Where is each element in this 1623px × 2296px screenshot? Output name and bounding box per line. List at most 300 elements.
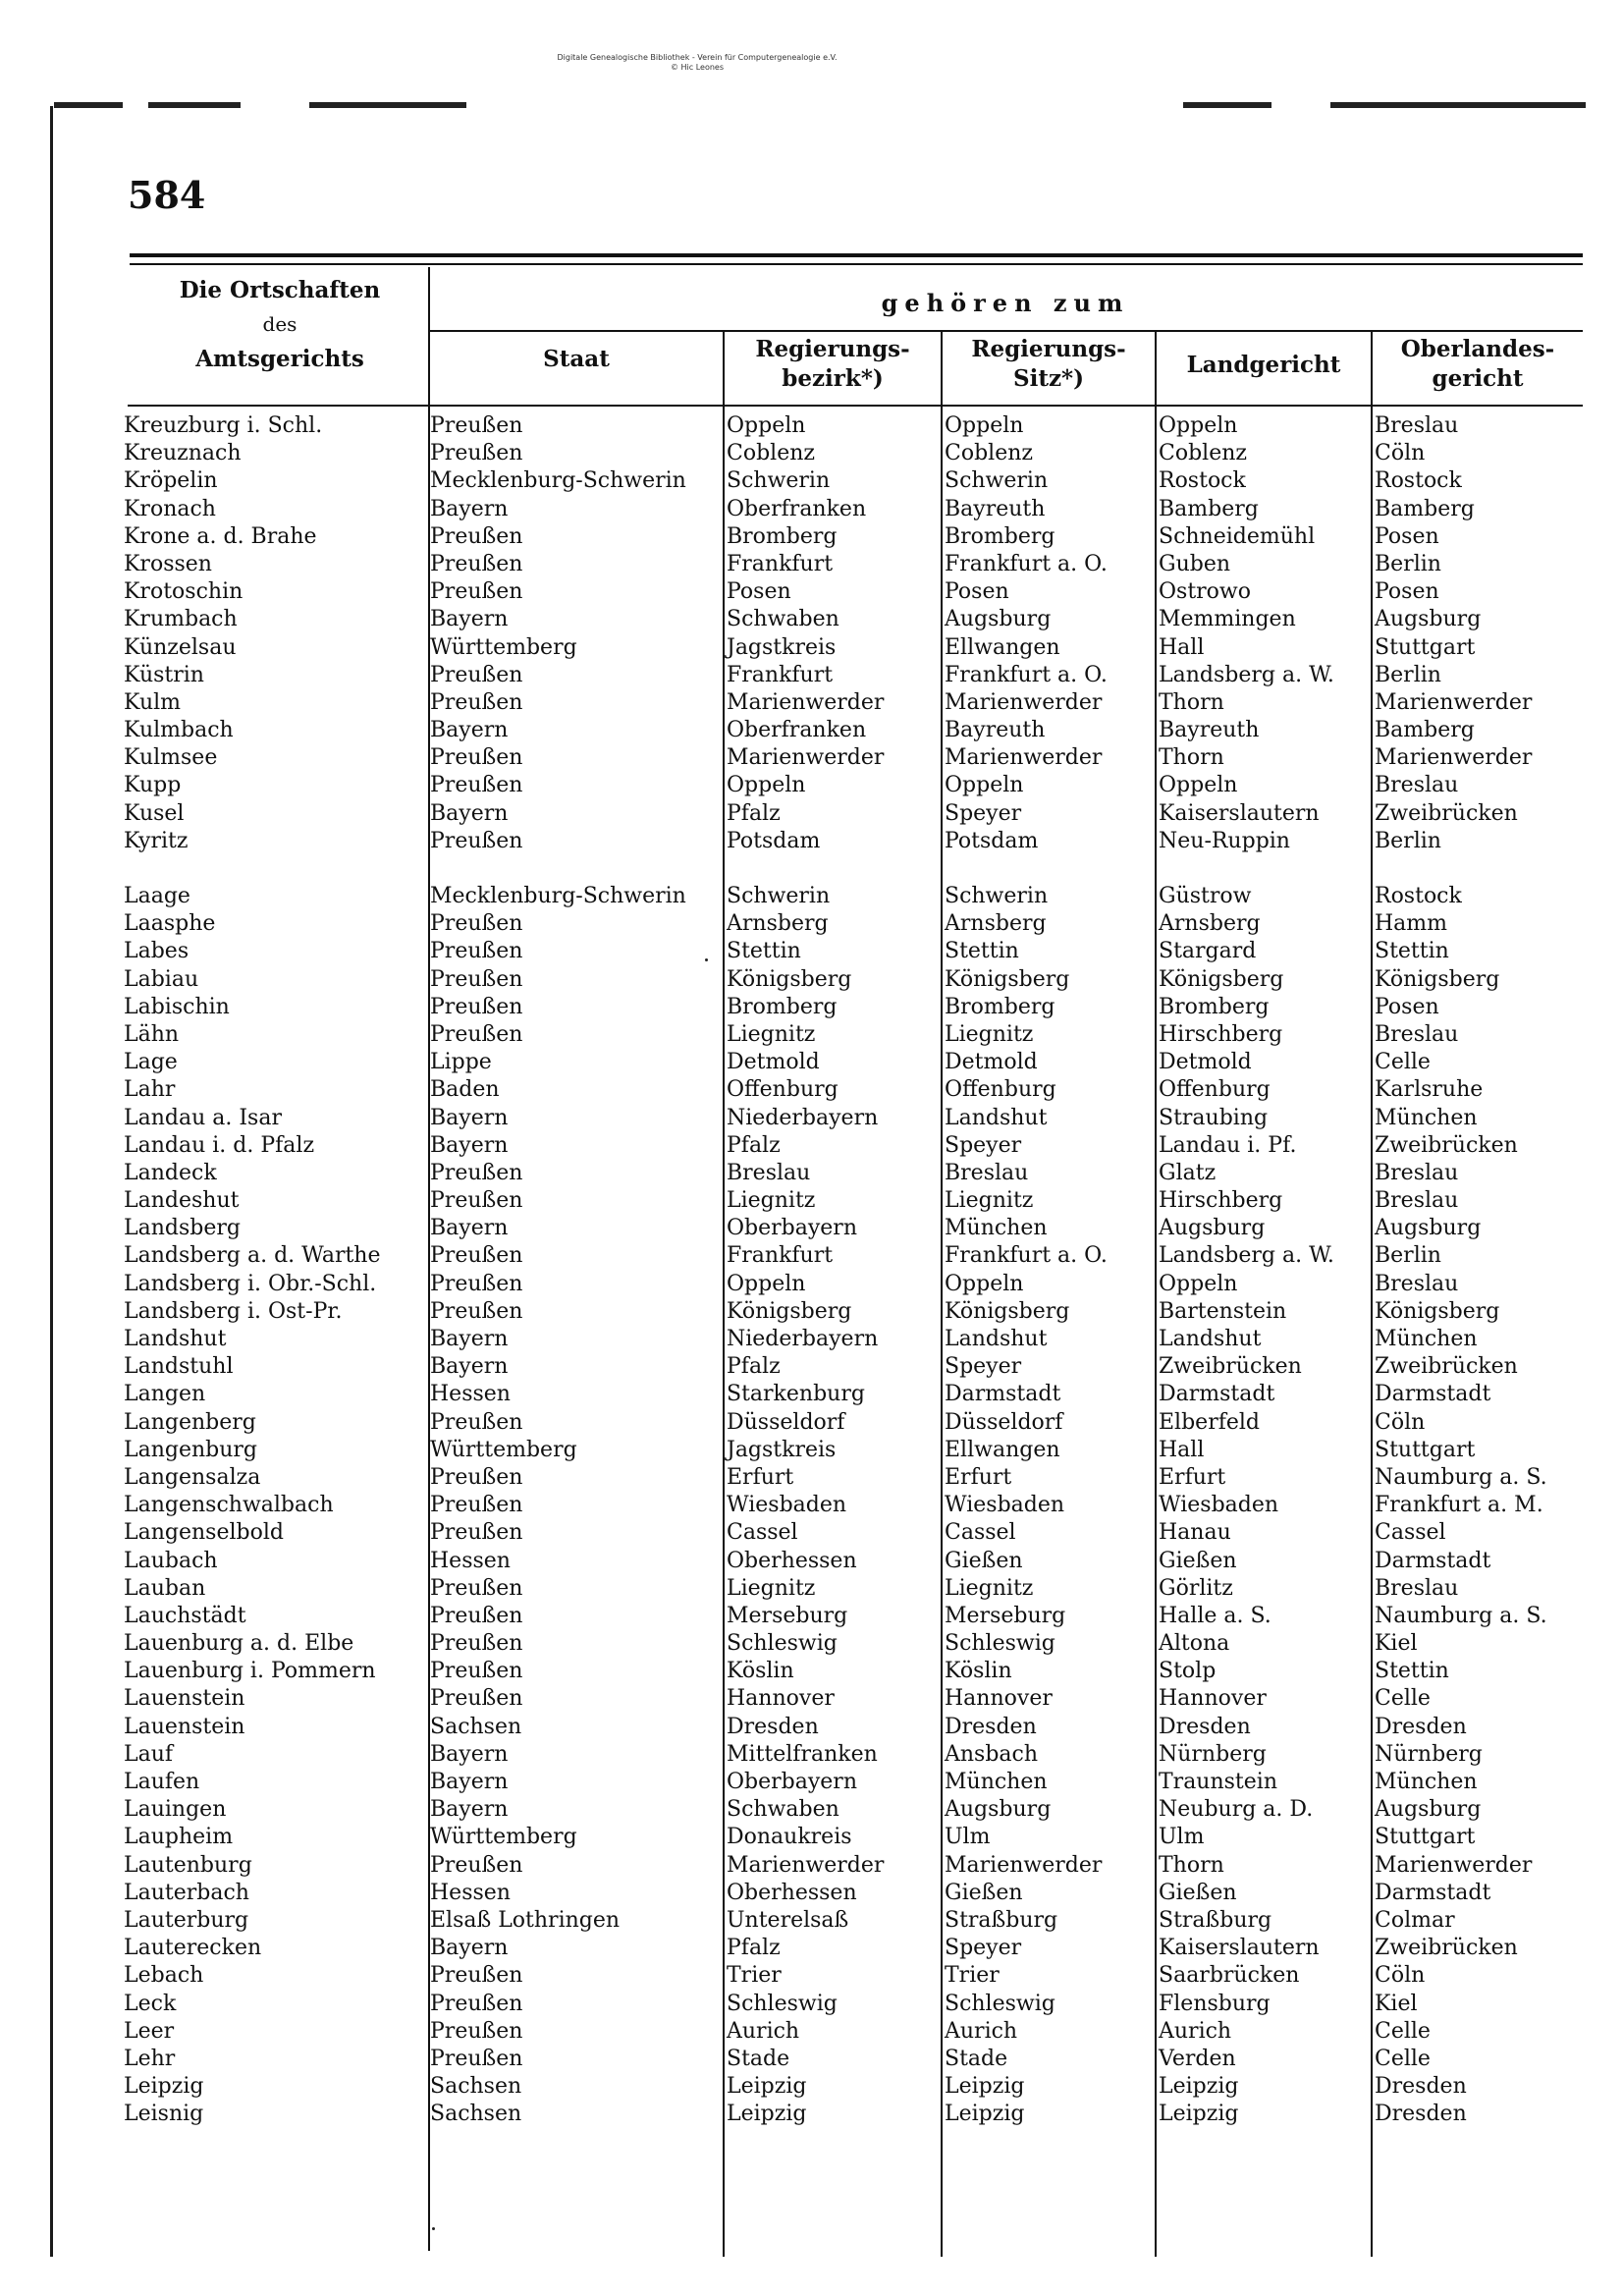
watermark-line-1: Digitale Genealogische Bibliothek - Verein für Computergenealogie e.V.	[557, 53, 838, 62]
landgericht-cell: Glatz	[1159, 1160, 1217, 1185]
oberlandesgericht-cell: Posen	[1375, 523, 1439, 549]
regierungssitz-cell: Posen	[945, 579, 1009, 605]
regierungssitz-cell: Schwerin	[945, 884, 1049, 908]
place-cell: Lehr	[124, 2046, 176, 2071]
place-cell: Lage	[124, 1050, 178, 1075]
regierungsbezirk-cell: Oberbayern	[727, 1770, 857, 1794]
regierungsbezirk-cell: Trier	[727, 1963, 782, 1989]
landgericht-cell: Arnsberg	[1159, 911, 1261, 937]
landgericht-cell: Landshut	[1159, 1327, 1262, 1351]
regierungsbezirk-cell: Jagstkreis	[727, 1437, 837, 1462]
regierungsbezirk-cell: Pfalz	[727, 1936, 781, 1961]
place-cell: Landau a. Isar	[124, 1105, 282, 1130]
landgericht-cell: Hanau	[1159, 1520, 1231, 1546]
landgericht-cell: Bamberg	[1159, 496, 1259, 521]
oberlandesgericht-cell: Celle	[1375, 1686, 1431, 1712]
regierungsbezirk-cell: Oberhessen	[727, 1548, 857, 1573]
place-cell: Lauban	[124, 1575, 206, 1601]
oberlandesgericht-cell: Hamm	[1375, 911, 1448, 937]
staat-cell: Preußen	[430, 1021, 523, 1047]
regierungsbezirk-cell: Arnsberg	[727, 911, 829, 937]
regierungssitz-cell: Oppeln	[945, 413, 1024, 438]
column-places	[124, 412, 426, 2128]
regierungssitz-cell: Darmstadt	[945, 1382, 1061, 1407]
regierungsbezirk-cell: Posen	[727, 579, 791, 605]
place-cell: Landsberg	[124, 1216, 241, 1241]
oberlandesgericht-cell: München	[1375, 1105, 1478, 1130]
landgericht-cell: Stargard	[1159, 939, 1257, 964]
landgericht-cell: Hannover	[1159, 1686, 1267, 1712]
place-cell: Küstrin	[124, 662, 204, 687]
place-cell: Kulmbach	[124, 718, 234, 743]
regierungssitz-cell: Landshut	[945, 1105, 1048, 1130]
regierungssitz-cell: Straßburg	[945, 1907, 1058, 1933]
oberlandesgericht-cell: Dresden	[1375, 2074, 1467, 2100]
regierungssitz-cell: Köslin	[945, 1659, 1012, 1684]
scan-speck	[432, 2227, 435, 2230]
section-gap	[124, 855, 426, 883]
regierungsbezirk-cell: Potsdam	[727, 828, 821, 853]
oberlandesgericht-cell: München	[1375, 1327, 1478, 1351]
regierungsbezirk-cell: Pfalz	[727, 800, 781, 826]
staat-cell: Preußen	[430, 966, 523, 992]
staat-cell: Preußen	[430, 1493, 523, 1518]
landgericht-cell: Oppeln	[1159, 773, 1238, 798]
section-gap	[1159, 855, 1371, 883]
landgericht-cell: Ostrowo	[1159, 579, 1252, 605]
oberlandesgericht-cell: Stettin	[1375, 939, 1449, 964]
landgericht-cell: Neu-Ruppin	[1159, 828, 1290, 853]
group-header: gehören zum	[881, 289, 1130, 317]
regierungsbezirk-cell: Marienwerder	[727, 745, 885, 771]
regierungsbezirk-cell: Cassel	[727, 1520, 798, 1546]
oberlandesgericht-cell: Nürnberg	[1375, 1741, 1483, 1767]
place-header-line-3: Amtsgerichts	[195, 346, 364, 372]
staat-cell: Preußen	[430, 579, 523, 605]
regierungssitz-cell: Erfurt	[945, 1464, 1012, 1490]
oberlandesgericht-cell: Breslau	[1375, 413, 1459, 438]
place-cell: Langenschwalbach	[124, 1493, 334, 1518]
staat-cell: Elsaß Lothringen	[430, 1907, 621, 1933]
oberlandesgericht-cell: Rostock	[1375, 884, 1462, 908]
oberlandesgericht-cell: Kiel	[1375, 1631, 1418, 1657]
staat-cell: Preußen	[430, 689, 523, 715]
staat-cell: Preußen	[430, 1991, 523, 2016]
oberlandesgericht-cell: Berlin	[1375, 1243, 1441, 1269]
regierungsbezirk-cell: Leipzig	[727, 2074, 807, 2100]
place-header-line-2: des	[262, 312, 298, 336]
place-cell: Landsberg i. Obr.-Schl.	[124, 1271, 377, 1296]
landgericht-cell: Bromberg	[1159, 994, 1270, 1019]
landgericht-cell: Wiesbaden	[1159, 1493, 1279, 1518]
landgericht-cell: Gießen	[1159, 1880, 1237, 1905]
regierungsbezirk-cell: Königsberg	[727, 1298, 852, 1324]
staat-cell: Bayern	[430, 1105, 509, 1130]
regierungsbezirk-cell: Liegnitz	[727, 1188, 816, 1214]
landgericht-cell: Königsberg	[1159, 966, 1284, 992]
regierungsbezirk-cell: Liegnitz	[727, 1021, 816, 1047]
regierungssitz-cell: Bromberg	[945, 994, 1055, 1019]
landgericht-cell: Thorn	[1159, 689, 1224, 715]
regierungsbezirk-cell: Oppeln	[727, 413, 806, 438]
oberlandesgericht-cell: Königsberg	[1375, 966, 1500, 992]
header-bottom-rule	[128, 405, 1583, 407]
place-cell: Landstuhl	[124, 1354, 234, 1380]
regierungssitz-cell: Gießen	[945, 1880, 1023, 1905]
olg-header-line-1: Oberlandes-	[1400, 336, 1555, 362]
oberlandesgericht-cell: Celle	[1375, 2018, 1431, 2044]
regierungsbezirk-cell: Niederbayern	[727, 1327, 879, 1351]
column-staat	[430, 412, 721, 2128]
staat-cell: Preußen	[430, 1243, 523, 1269]
place-cell: Lauchstädt	[124, 1603, 246, 1628]
landgericht-cell: Straubing	[1159, 1105, 1269, 1130]
regierungssitz-cell: Breslau	[945, 1160, 1029, 1185]
staat-cell: Bayern	[430, 1216, 509, 1241]
regierungssitz-cell: Frankfurt a. O.	[945, 662, 1108, 687]
regierungsbezirk-cell: Marienwerder	[727, 1852, 885, 1878]
oberlandesgericht-cell: Zweibrücken	[1375, 1354, 1518, 1380]
place-cell: Lebach	[124, 1963, 204, 1989]
regierungssitz-cell: Merseburg	[945, 1603, 1066, 1628]
oberlandesgericht-cell: Stuttgart	[1375, 1825, 1476, 1850]
staat-cell: Preußen	[430, 441, 523, 466]
table-header	[0, 0, 1623, 432]
staat-cell: Preußen	[430, 1271, 523, 1296]
regierungssitz-cell: Ulm	[945, 1825, 991, 1850]
landgericht-cell: Leipzig	[1159, 2074, 1239, 2100]
regierungsbezirk-cell: Schwaben	[727, 1797, 839, 1823]
regierungsbezirk-cell: Frankfurt	[727, 662, 834, 687]
regierungsbezirk-cell: Pfalz	[727, 1354, 781, 1380]
section-gap	[1375, 855, 1583, 883]
place-cell: Langensalza	[124, 1464, 261, 1490]
staat-cell: Preußen	[430, 1409, 523, 1435]
regierungssitz-cell: Oppeln	[945, 1271, 1024, 1296]
regierungssitz-cell: Speyer	[945, 1354, 1022, 1380]
oberlandesgericht-cell: Cöln	[1375, 1409, 1426, 1435]
regierungssitz-cell: Marienwerder	[945, 1852, 1103, 1878]
oberlandesgericht-cell: Cöln	[1375, 441, 1426, 466]
staat-cell: Württemberg	[430, 634, 577, 660]
landgericht-cell: Dresden	[1159, 1714, 1251, 1739]
place-cell: Landeshut	[124, 1188, 240, 1214]
rbezirk-header-line-1: Regierungs-	[755, 336, 910, 362]
regierungsbezirk-cell: Mittelfranken	[727, 1741, 878, 1767]
column-regierungssitz	[945, 412, 1155, 2128]
place-cell: Leipzig	[124, 2074, 204, 2100]
place-cell: Krossen	[124, 551, 212, 576]
oberlandesgericht-cell: Darmstadt	[1375, 1382, 1491, 1407]
staat-cell: Preußen	[430, 939, 523, 964]
staat-cell: Sachsen	[430, 1714, 522, 1739]
staat-cell: Bayern	[430, 1741, 509, 1767]
landgericht-cell: Augsburg	[1159, 1216, 1266, 1241]
landgericht-cell: Güstrow	[1159, 884, 1252, 908]
place-cell: Landau i. d. Pfalz	[124, 1132, 315, 1158]
landgericht-cell: Bayreuth	[1159, 718, 1260, 743]
staat-header: Staat	[543, 346, 610, 372]
column-regierungsbezirk	[727, 412, 937, 2128]
landgericht-cell: Darmstadt	[1159, 1382, 1275, 1407]
staat-cell: Bayern	[430, 1132, 509, 1158]
regierungssitz-cell: Aurich	[945, 2018, 1018, 2044]
landgericht-cell: Nürnberg	[1159, 1741, 1267, 1767]
place-cell: Laupheim	[124, 1825, 234, 1850]
staat-cell: Preußen	[430, 523, 523, 549]
place-cell: Kronach	[124, 496, 216, 521]
landgericht-cell: Memmingen	[1159, 607, 1296, 632]
regierungsbezirk-cell: Pfalz	[727, 1132, 781, 1158]
place-cell: Lauingen	[124, 1797, 227, 1823]
oberlandesgericht-cell: Darmstadt	[1375, 1548, 1491, 1573]
staat-cell: Preußen	[430, 1963, 523, 1989]
landgericht-cell: Coblenz	[1159, 441, 1247, 466]
place-cell: Laufen	[124, 1770, 200, 1794]
staat-cell: Hessen	[430, 1548, 511, 1573]
place-cell: Labischin	[124, 994, 230, 1019]
landgericht-cell: Leipzig	[1159, 2102, 1239, 2127]
landgericht-cell: Kaiserslautern	[1159, 1936, 1320, 1961]
landgericht-cell: Stolp	[1159, 1659, 1217, 1684]
regierungssitz-cell: Potsdam	[945, 828, 1039, 853]
oberlandesgericht-cell: Augsburg	[1375, 1797, 1482, 1823]
landgericht-cell: Neuburg a. D.	[1159, 1797, 1314, 1823]
landgericht-cell: Bartenstein	[1159, 1298, 1287, 1324]
place-cell: Landsberg a. d. Warthe	[124, 1243, 381, 1269]
place-cell: Kröpelin	[124, 468, 218, 494]
place-cell: Langenberg	[124, 1409, 256, 1435]
landgericht-cell: Oppeln	[1159, 1271, 1238, 1296]
place-cell: Lauterburg	[124, 1907, 249, 1933]
regierungsbezirk-cell: Oberhessen	[727, 1880, 857, 1905]
oberlandesgericht-cell: Stettin	[1375, 1659, 1449, 1684]
group-header-rule	[428, 330, 1583, 332]
regierungsbezirk-cell: Bromberg	[727, 994, 838, 1019]
oberlandesgericht-cell: Bamberg	[1375, 496, 1475, 521]
regierungssitz-cell: Schleswig	[945, 1991, 1055, 2016]
oberlandesgericht-cell: Berlin	[1375, 551, 1441, 576]
section-gap	[945, 855, 1155, 883]
staat-cell: Baden	[430, 1077, 500, 1103]
oberlandesgericht-cell: Naumburg a. S.	[1375, 1464, 1547, 1490]
staat-cell: Preußen	[430, 1686, 523, 1712]
regierungsbezirk-cell: Offenburg	[727, 1077, 839, 1103]
section-gap	[727, 855, 937, 883]
landgericht-cell: Landau i. Pf.	[1159, 1132, 1297, 1158]
oberlandesgericht-cell: Berlin	[1375, 662, 1441, 687]
landgericht-cell: Hirschberg	[1159, 1188, 1283, 1214]
place-cell: Leisnig	[124, 2102, 204, 2127]
regierungssitz-cell: Dresden	[945, 1714, 1037, 1739]
oberlandesgericht-cell: Marienwerder	[1375, 745, 1533, 771]
regierungssitz-cell: Frankfurt a. O.	[945, 1243, 1108, 1269]
landgericht-cell: Flensburg	[1159, 1991, 1271, 2016]
place-cell: Krone a. d. Brahe	[124, 523, 317, 549]
regierungsbezirk-cell: Stade	[727, 2046, 790, 2071]
regierungssitz-cell: Offenburg	[945, 1077, 1056, 1103]
staat-cell: Württemberg	[430, 1437, 577, 1462]
place-cell: Kyritz	[124, 828, 189, 853]
regierungssitz-cell: Oppeln	[945, 773, 1024, 798]
oberlandesgericht-cell: Celle	[1375, 2046, 1431, 2071]
regierungssitz-cell: Schleswig	[945, 1631, 1055, 1657]
staat-cell: Bayern	[430, 800, 509, 826]
regierungssitz-cell: Speyer	[945, 800, 1022, 826]
staat-cell: Preußen	[430, 1188, 523, 1214]
oberlandesgericht-cell: Cassel	[1375, 1520, 1446, 1546]
regierungssitz-cell: Speyer	[945, 1132, 1022, 1158]
landgericht-cell: Landsberg a. W.	[1159, 1243, 1334, 1269]
oberlandesgericht-cell: Königsberg	[1375, 1298, 1500, 1324]
place-cell: Lauenstein	[124, 1714, 245, 1739]
rsitz-header-line-1: Regierungs-	[971, 336, 1126, 362]
oberlandesgericht-cell: Breslau	[1375, 1160, 1459, 1185]
regierungsbezirk-cell: Oberfranken	[727, 718, 867, 743]
landgericht-cell: Ulm	[1159, 1825, 1205, 1850]
regierungsbezirk-cell: Unterelsaß	[727, 1907, 849, 1933]
place-cell: Langen	[124, 1382, 206, 1407]
regierungssitz-cell: Ellwangen	[945, 634, 1060, 660]
place-cell: Laasphe	[124, 911, 216, 937]
place-cell: Lauenburg i. Pommern	[124, 1659, 376, 1684]
place-cell: Kulm	[124, 689, 182, 715]
place-cell: Landshut	[124, 1327, 227, 1351]
place-cell: Krotoschin	[124, 579, 243, 605]
staat-cell: Preußen	[430, 1631, 523, 1657]
regierungsbezirk-cell: Schwerin	[727, 468, 831, 494]
regierungsbezirk-cell: Schleswig	[727, 1991, 838, 2016]
oberlandesgericht-cell: Stuttgart	[1375, 1437, 1476, 1462]
oberlandesgericht-cell: Darmstadt	[1375, 1880, 1491, 1905]
staat-cell: Mecklenburg-Schwerin	[430, 884, 686, 908]
staat-cell: Preußen	[430, 2018, 523, 2044]
regierungsbezirk-cell: Liegnitz	[727, 1575, 816, 1601]
landgericht-cell: Traunstein	[1159, 1770, 1277, 1794]
landgericht-cell: Halle a. S.	[1159, 1603, 1271, 1628]
oberlandesgericht-cell: Naumburg a. S.	[1375, 1603, 1547, 1628]
staat-cell: Preußen	[430, 1852, 523, 1878]
staat-cell: Preußen	[430, 1298, 523, 1324]
place-cell: Lahr	[124, 1077, 176, 1103]
staat-cell: Preußen	[430, 1659, 523, 1684]
staat-cell: Württemberg	[430, 1825, 577, 1850]
regierungsbezirk-cell: Breslau	[727, 1160, 811, 1185]
staat-cell: Lippe	[430, 1050, 492, 1075]
staat-cell: Preußen	[430, 1575, 523, 1601]
place-cell: Lauterbach	[124, 1880, 249, 1905]
oberlandesgericht-cell: Breslau	[1375, 1271, 1459, 1296]
oberlandesgericht-cell: Zweibrücken	[1375, 1936, 1518, 1961]
oberlandesgericht-cell: Breslau	[1375, 773, 1459, 798]
regierungssitz-cell: Frankfurt a. O.	[945, 551, 1108, 576]
oberlandesgericht-cell: Zweibrücken	[1375, 800, 1518, 826]
staat-cell: Preußen	[430, 911, 523, 937]
staat-cell: Sachsen	[430, 2102, 522, 2127]
column-divider	[1371, 332, 1373, 2257]
regierungsbezirk-cell: Donaukreis	[727, 1825, 852, 1850]
place-cell: Lauf	[124, 1741, 174, 1767]
oberlandesgericht-cell: Zweibrücken	[1375, 1132, 1518, 1158]
staat-cell: Hessen	[430, 1880, 511, 1905]
regierungssitz-cell: Leipzig	[945, 2074, 1025, 2100]
scan-speck	[705, 958, 708, 961]
regierungssitz-cell: Arnsberg	[945, 911, 1047, 937]
landgericht-cell: Hall	[1159, 1437, 1205, 1462]
regierungssitz-cell: Bromberg	[945, 523, 1055, 549]
olg-header-line-2: gericht	[1432, 365, 1524, 392]
landgericht-cell: Verden	[1159, 2046, 1236, 2071]
regierungsbezirk-cell: Oberfranken	[727, 496, 867, 521]
landgericht-cell: Guben	[1159, 551, 1231, 576]
place-cell: Landeck	[124, 1160, 217, 1185]
regierungssitz-cell: Coblenz	[945, 441, 1033, 466]
oberlandesgericht-cell: Augsburg	[1375, 1216, 1482, 1241]
regierungsbezirk-cell: Schleswig	[727, 1631, 838, 1657]
regierungsbezirk-cell: Erfurt	[727, 1464, 794, 1490]
staat-cell: Bayern	[430, 607, 509, 632]
watermark-line-2: © Hic Leones	[670, 63, 724, 72]
place-cell: Langenburg	[124, 1437, 258, 1462]
regierungsbezirk-cell: Detmold	[727, 1050, 820, 1075]
landgericht-cell: Thorn	[1159, 1852, 1224, 1878]
landgericht-cell: Zweibrücken	[1159, 1354, 1302, 1380]
place-cell: Landsberg i. Ost-Pr.	[124, 1298, 343, 1324]
section-gap	[430, 855, 721, 883]
regierungssitz-cell: Stade	[945, 2046, 1008, 2071]
oberlandesgericht-cell: Celle	[1375, 1050, 1431, 1075]
landgericht-cell: Elberfeld	[1159, 1409, 1260, 1435]
place-cell: Kusel	[124, 800, 185, 826]
regierungssitz-cell: Detmold	[945, 1050, 1038, 1075]
place-cell: Leck	[124, 1991, 177, 2016]
regierungsbezirk-cell: Oppeln	[727, 773, 806, 798]
oberlandesgericht-cell: Posen	[1375, 994, 1439, 1019]
staat-cell: Bayern	[430, 496, 509, 521]
place-cell: Kreuznach	[124, 441, 242, 466]
place-cell: Laage	[124, 884, 190, 908]
place-cell: Lauenstein	[124, 1686, 245, 1712]
regierungssitz-cell: Liegnitz	[945, 1188, 1034, 1214]
landgericht-cell: Hall	[1159, 634, 1205, 660]
oberlandesgericht-cell: Marienwerder	[1375, 1852, 1533, 1878]
staat-cell: Preußen	[430, 1464, 523, 1490]
landgericht-cell: Kaiserslautern	[1159, 800, 1320, 826]
regierungsbezirk-cell: Frankfurt	[727, 551, 834, 576]
regierungssitz-cell: München	[945, 1770, 1048, 1794]
regierungsbezirk-cell: Königsberg	[727, 966, 852, 992]
regierungssitz-cell: Stettin	[945, 939, 1019, 964]
regierungssitz-cell: Hannover	[945, 1686, 1053, 1712]
regierungsbezirk-cell: Merseburg	[727, 1603, 848, 1628]
regierungsbezirk-cell: Leipzig	[727, 2102, 807, 2127]
staat-cell: Bayern	[430, 1327, 509, 1351]
regierungssitz-cell: Augsburg	[945, 607, 1052, 632]
regierungssitz-cell: Bayreuth	[945, 496, 1046, 521]
landgericht-cell: Offenburg	[1159, 1077, 1271, 1103]
staat-cell: Preußen	[430, 1160, 523, 1185]
landgericht-cell: Straßburg	[1159, 1907, 1272, 1933]
staat-cell: Bayern	[430, 1936, 509, 1961]
oberlandesgericht-cell: Colmar	[1375, 1907, 1455, 1933]
regierungsbezirk-cell: Düsseldorf	[727, 1409, 845, 1435]
regierungssitz-cell: Wiesbaden	[945, 1493, 1065, 1518]
place-cell: Labiau	[124, 966, 199, 992]
regierungsbezirk-cell: Frankfurt	[727, 1243, 834, 1269]
staat-cell: Preußen	[430, 1603, 523, 1628]
oberlandesgericht-cell: Berlin	[1375, 828, 1441, 853]
staat-cell: Preußen	[430, 994, 523, 1019]
